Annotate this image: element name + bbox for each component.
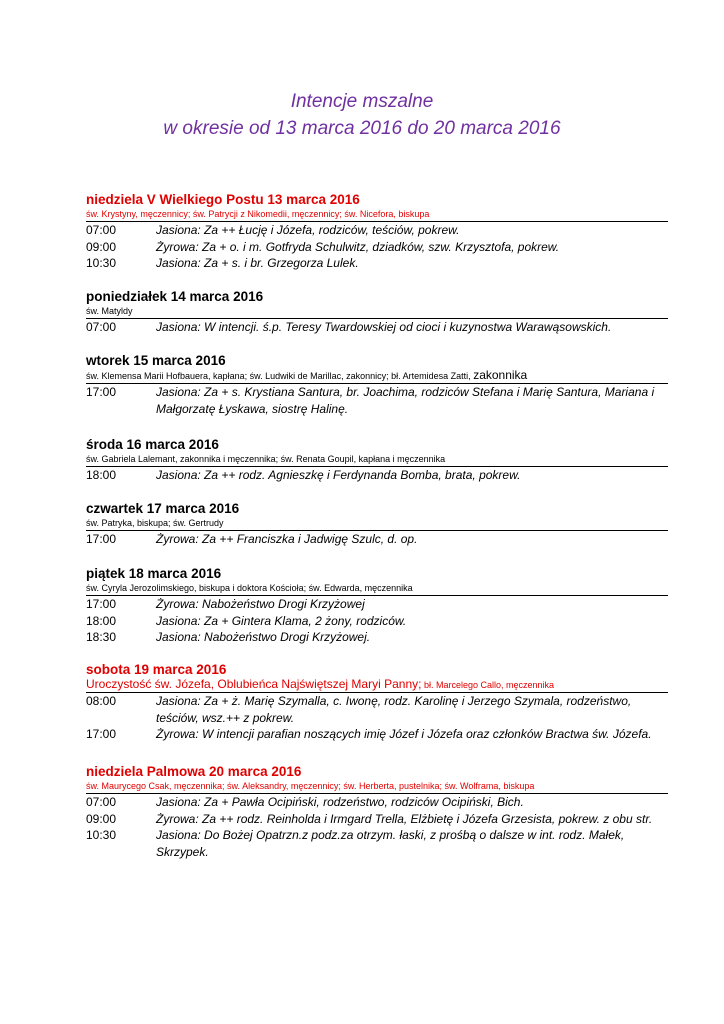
day-header: niedziela V Wielkiego Postu 13 marca 2016 <box>86 192 360 207</box>
mass-row <box>86 531 668 548</box>
mass-time: 07:00 <box>86 223 117 237</box>
mass-intention: Jasiona: Za ++ Łucję i Józefa, rodziców, teściów, pokrew. <box>156 223 460 237</box>
mass-intention: Jasiona: Nabożeństwo Drogi Krzyżowej. <box>156 630 371 644</box>
mass-intention: Żyrowa: Za ++ Franciszka i Jadwigę Szulc, d. op. <box>156 532 418 546</box>
mass-time: 09:00 <box>86 239 117 254</box>
day-section <box>86 352 668 417</box>
mass-row <box>86 255 668 272</box>
saints-line <box>86 369 668 384</box>
mass-time: 18:00 <box>86 468 117 482</box>
mass-intention: Jasiona: Za + Gintera Klama, 2 żony, rodziców. <box>156 613 407 628</box>
mass-time: 08:00 <box>86 694 117 708</box>
mass-time: 17:00 <box>86 385 117 399</box>
saints-line: św. Patryka, biskupa; św. Gertrudy <box>86 517 668 531</box>
mass-row <box>86 726 668 743</box>
mass-intention: Jasiona: Za + s. i br. Grzegorza Lulek. <box>156 256 359 270</box>
mass-time: 18:30 <box>86 630 117 644</box>
mass-time: 10:30 <box>86 828 117 842</box>
mass-row <box>86 239 668 256</box>
mass-time: 17:00 <box>86 532 117 546</box>
mass-intention: Jasiona: Za + Pawła Ocipiński, rodzeństwo, rodziców Ocipiński, Bich. <box>156 795 524 809</box>
mass-row <box>86 811 668 828</box>
day-section <box>86 191 668 272</box>
mass-time: 10:30 <box>86 256 117 270</box>
day-header: czwartek 17 marca 2016 <box>86 501 240 516</box>
mass-intention: Jasiona: Do Bożej Opatrzn.z podz.za otrzym. łaski, z prośbą o dalsze w int. rodz. Małek, Skrzypek. <box>156 828 625 859</box>
mass-row <box>86 693 668 726</box>
mass-row <box>86 613 668 630</box>
saints-line: św. Maurycego Csak, męczennika; św. Aleksandry, męczennicy; św. Herberta, pustelnika; św. Wolframa, biskupa <box>86 780 668 794</box>
day-header: sobota 19 marca 2016 <box>86 662 227 677</box>
mass-row <box>86 319 668 336</box>
day-header: piątek 18 marca 2016 <box>86 566 222 581</box>
mass-intention: Jasiona: W intencji. ś.p. Teresy Twardowskiej od cioci i kuzynostwa Warawąsowskich. <box>156 320 612 334</box>
mass-intention: Jasiona: Za + s. Krystiana Santura, br. Joachima, rodziców Stefana i Marię Santura, Mariana i Małgorzatę Łyskawa, siostrę Halinę. <box>156 385 655 416</box>
mass-time: 18:00 <box>86 613 117 628</box>
mass-row <box>86 384 668 417</box>
day-section <box>86 500 668 548</box>
saints-line <box>86 678 668 693</box>
title-line-2: w okresie od 13 marca 2016 do 20 marca 2016 <box>163 118 561 139</box>
mass-time: 17:00 <box>86 727 117 741</box>
mass-intention: Jasiona: Za ++ rodz. Agnieszkę i Ferdynanda Bomba, brata, pokrew. <box>156 468 521 482</box>
saints-line: św. Krystyny, męczennicy; św. Patrycji z Nikomedii, męczennicy; św. Nicefora, biskupa <box>86 208 668 222</box>
saints-line: św. Gabriela Lalemant, zakonnika i męczennika; św. Renata Goupil, kapłana i męczennika <box>86 453 668 467</box>
day-header: niedziela Palmowa 20 marca 2016 <box>86 764 302 779</box>
mass-time: 17:00 <box>86 597 117 611</box>
mass-intention: Żyrowa: W intencji parafian noszących imię Józef i Józefa oraz członków Bractwa św. Józefa. <box>156 727 652 741</box>
day-header: środa 16 marca 2016 <box>86 437 219 452</box>
day-section <box>86 288 668 336</box>
mass-row <box>86 222 668 239</box>
mass-row <box>86 467 668 484</box>
day-section <box>86 436 668 484</box>
day-header: poniedziałek 14 marca 2016 <box>86 289 264 304</box>
day-section <box>86 661 668 743</box>
day-section <box>86 565 668 646</box>
mass-intention: Żyrowa: Nabożeństwo Drogi Krzyżowej <box>156 597 365 611</box>
saints-text: św. Klemensa Marii Hofbauera, kapłana; św. Ludwiki de Marillac, zakonnicy; bł. Artemidesa Zatti, <box>86 371 471 381</box>
saints-text: bł. Marcelego Callo, męczennika <box>423 680 555 690</box>
mass-row <box>86 596 668 613</box>
saints-line: św. Cyryla Jerozolimskiego, biskupa i doktora Kościoła; św. Edwarda, męczennika <box>86 582 668 596</box>
mass-time: 07:00 <box>86 320 117 334</box>
mass-time: 09:00 <box>86 811 117 826</box>
day-section <box>86 763 668 860</box>
mass-intention: Żyrowa: Za + o. i m. Gotfryda Schulwitz, dziadków, szw. Krzysztofa, pokrew. <box>156 239 560 254</box>
saints-text-extra: zakonnika <box>473 369 528 382</box>
day-header: wtorek 15 marca 2016 <box>86 353 226 368</box>
mass-intention: Żyrowa: Za ++ rodz. Reinholda i Irmgard Trella, Elżbietę i Józefa Grzesista, pokrew. z obu str. <box>156 811 653 826</box>
mass-time: 07:00 <box>86 795 117 809</box>
mass-row <box>86 629 668 646</box>
title-line-1: Intencje mszalne <box>290 91 434 112</box>
mass-intention: Jasiona: Za + ż. Marię Szymalla, c. Iwonę, rodz. Karolinę i Jerzego Szymala, rodzeństwo, teściów, wsz.++ z pokrew. <box>156 694 632 725</box>
mass-row <box>86 794 668 811</box>
mass-row <box>86 827 668 860</box>
saints-line: św. Matyldy <box>86 305 668 319</box>
feast-title: Uroczystość św. Józefa, Oblubieńca Najświętszej Maryi Panny; <box>86 678 422 691</box>
